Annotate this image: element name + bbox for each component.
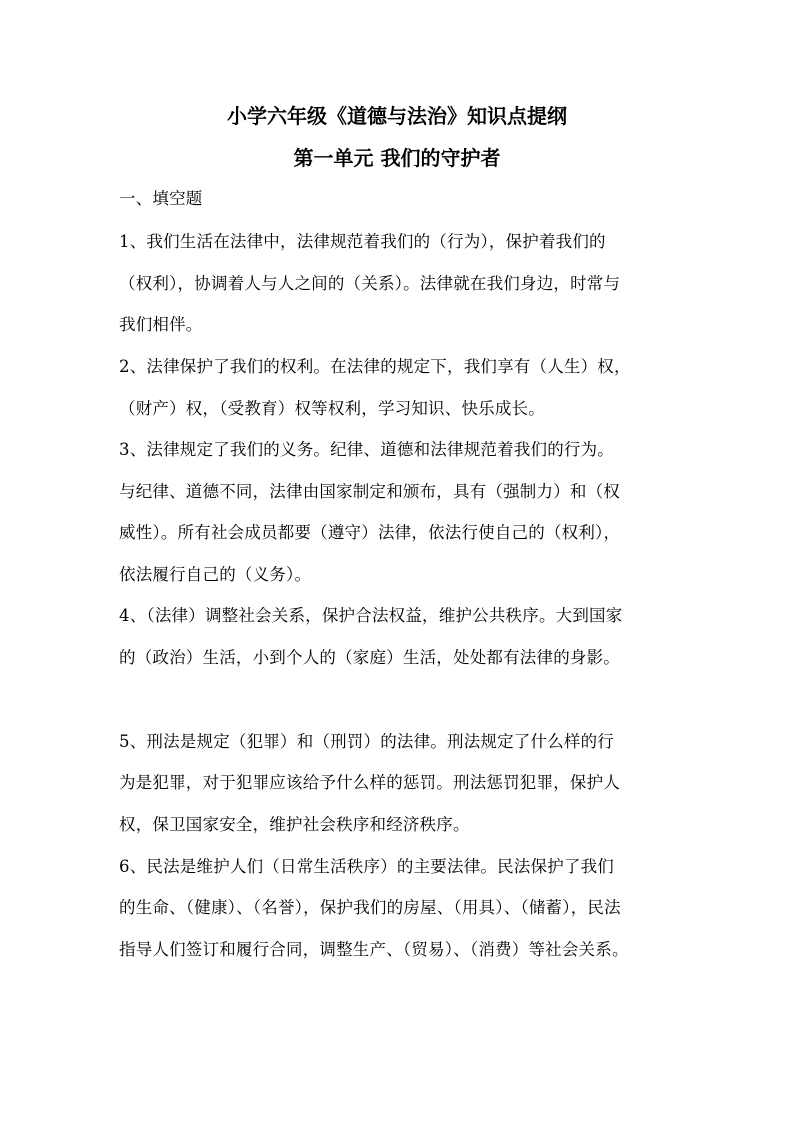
text-line: 3、法律规定了我们的义务。纪律、道德和法律规范着我们的行为。	[119, 440, 614, 459]
text-line: 权，保卫国家安全，维护社会秩序和经济秩序。	[119, 815, 470, 834]
document-title: 小学六年级《道德与法治》知识点提纲	[227, 104, 567, 128]
text-line: 2、法律保护了我们的权利。在法律的规定下，我们享有（人生）权，	[119, 357, 631, 376]
text-line: 6、民法是维护人们（日常生活秩序）的主要法律。民法保护了我们	[119, 857, 614, 876]
text-line: 我们相伴。	[119, 315, 203, 334]
section-heading: 一、填空题	[119, 189, 203, 208]
text-line: 的生命、（健康）、（名誉），保护我们的房屋、（用具）、（储蓄），民法	[119, 898, 621, 917]
text-line: 依法履行自己的（义务）。	[119, 565, 312, 584]
text-line: （财产）权，（受教育）权等权利，学习知识、快乐成长。	[119, 399, 545, 418]
text-line: 指导人们签订和履行合同，调整生产、（贸易）、（消费）等社会关系。	[119, 940, 629, 959]
text-line: （权利），协调着人与人之间的（关系）。法律就在我们身边，时常与	[119, 274, 621, 293]
unit-title: 第一单元 我们的守护者	[293, 146, 501, 170]
text-line: 4、（法律）调整社会关系，保护合法权益，维护公共秩序。大到国家	[119, 606, 623, 625]
text-line: 与纪律、道德不同，法律由国家制定和颁布，具有（强制力）和（权	[119, 482, 620, 501]
text-line: 的（政治）生活，小到个人的（家庭）生活，处处都有法律的身影。	[119, 648, 620, 667]
text-line: 1、我们生活在法律中，法律规范着我们的（行为），保护着我们的	[119, 232, 606, 251]
text-line: 威性）。所有社会成员都要（遵守）法律，依法行使自己的（权利），	[119, 523, 621, 542]
text-line: 为是犯罪，对于犯罪应该给予什么样的惩罚。刑法惩罚犯罪，保护人	[119, 773, 620, 792]
text-line: 5、刑法是规定（犯罪）和（刑罚）的法律。刑法规定了什么样的行	[119, 732, 614, 751]
